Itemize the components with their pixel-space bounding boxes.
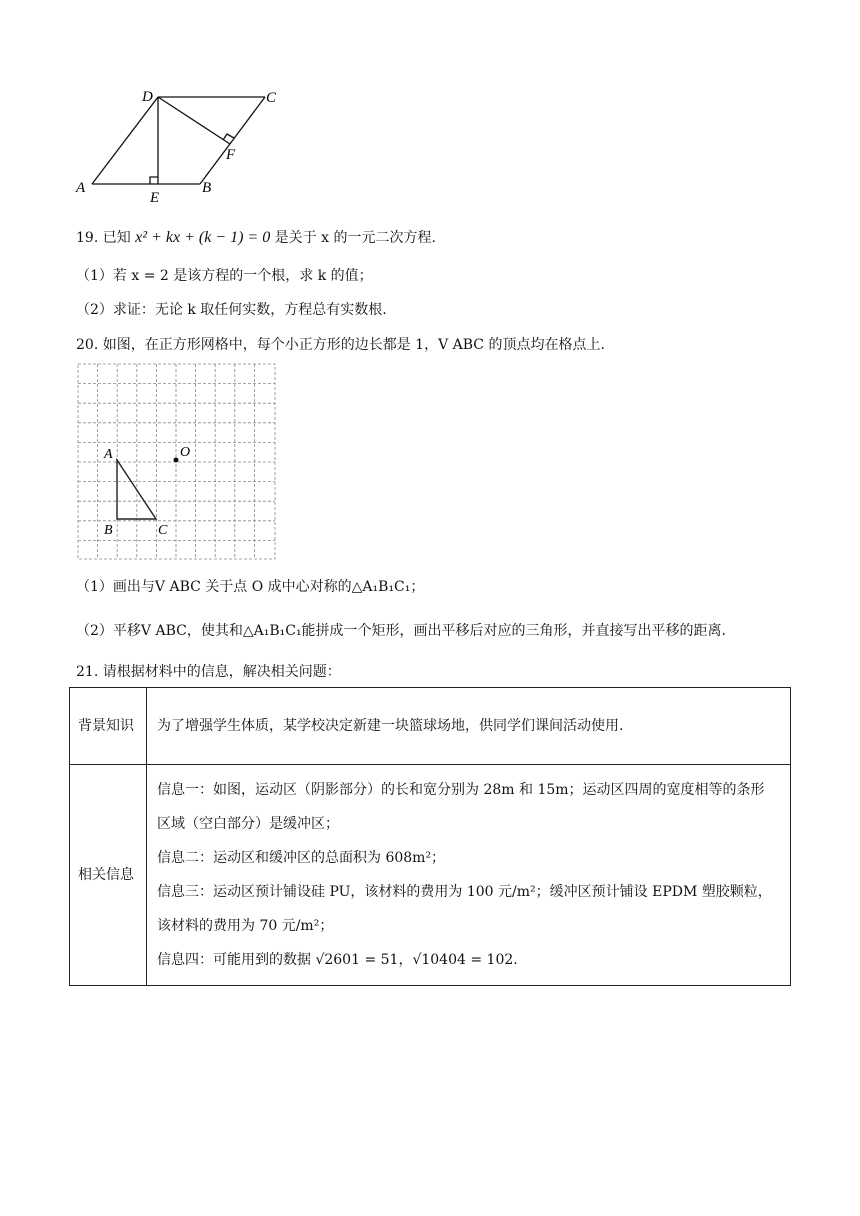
label-a: A <box>76 180 86 196</box>
q20-part1: （1）画出与V ABC 关于点 O 成中心对称的△A₁B₁C₁； <box>76 579 425 595</box>
label-f: F <box>226 147 236 163</box>
label-d: D <box>142 89 153 105</box>
table-row <box>70 765 791 986</box>
info-line: 区域（空白部分）是缓冲区； <box>157 816 339 832</box>
segment-ad <box>92 97 158 184</box>
info-line: 信息二：运动区和缓冲区的总面积为 608m²； <box>157 850 446 866</box>
right-angle-e <box>150 177 158 184</box>
label-b: B <box>202 180 212 196</box>
info-line: 信息三：运动区预计铺设硅 PU，该材料的费用为 100 元/m²；缓冲区预计铺设 EPDM 塑胶颗粒， <box>157 884 772 900</box>
table-row <box>70 688 791 765</box>
point-o <box>174 458 179 463</box>
row-head-background: 背景知识 <box>70 688 147 765</box>
q19-number: 19. <box>76 230 99 246</box>
q20-statement <box>76 335 605 355</box>
row-head-info: 相关信息 <box>70 765 147 986</box>
info-line: 信息四：可能用到的数据 √2601 = 51，√10404 = 102. <box>157 952 518 968</box>
info-line: 信息一：如图，运动区（阴影部分）的长和宽分别为 28m 和 15m；运动区四周的宽度相等的条形 <box>157 782 765 798</box>
grid-label-c: C <box>158 523 168 538</box>
grid-label-a: A <box>104 447 113 462</box>
label-e: E <box>150 190 160 206</box>
row-body-info <box>147 765 791 986</box>
segment-df <box>158 97 230 144</box>
q19-tail: 是关于 x 的一元二次方程. <box>274 230 436 246</box>
right-angle-f <box>223 134 234 140</box>
background-line: 为了增强学生体质，某学校决定新建一块篮球场地，供同学们课间活动使用. <box>157 718 624 734</box>
q21-statement <box>76 662 341 682</box>
info-table <box>69 687 791 986</box>
square-grid-figure <box>76 362 280 562</box>
segment-bc <box>200 97 265 184</box>
q21-number: 21. <box>76 664 99 680</box>
grid-label-b: B <box>104 523 113 538</box>
q20-number: 20. <box>76 337 99 353</box>
q19-part2: （2）求证：无论 k 取任何实数，方程总有实数根. <box>76 302 387 318</box>
q21-text: 请根据材料中的信息，解决相关问题： <box>102 664 341 680</box>
grid-label-o: O <box>180 445 191 460</box>
label-c: C <box>266 90 277 106</box>
q20-part2: （2）平移V ABC，使其和△A₁B₁C₁能拼成一个矩形，画出平移后对应的三角形，并直接写出平移的距离. <box>76 623 726 639</box>
q19-lead: 已知 <box>102 230 131 246</box>
q19-part1: （1）若 x = 2 是该方程的一个根，求 k 的值； <box>76 268 373 284</box>
parallelogram-figure <box>70 84 290 208</box>
q19-equation: x² + kx + (k − 1) = 0 <box>135 229 271 246</box>
q19-statement <box>76 228 436 248</box>
info-line: 该材料的费用为 70 元/m²； <box>157 918 334 934</box>
q20-text: 如图，在正方形网格中，每个小正方形的边长都是 1，V ABC 的顶点均在格点上. <box>102 337 605 353</box>
row-body-background <box>147 688 791 765</box>
